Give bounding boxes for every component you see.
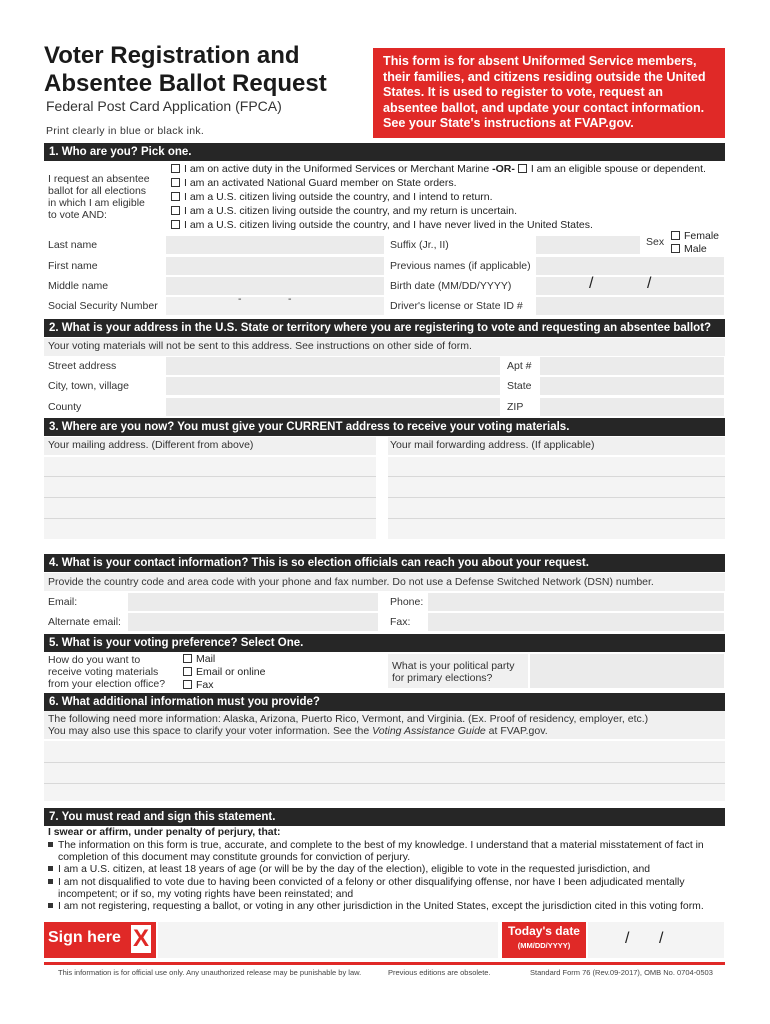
section-1-heading: 1. Who are you? Pick one. (44, 143, 725, 161)
party-field[interactable] (530, 654, 724, 688)
option-never-lived[interactable] (171, 218, 593, 232)
notice-line: See your State's instructions at FVAP.gov. (383, 116, 634, 131)
zip-label: ZIP (507, 401, 524, 413)
option-label: I am a U.S. citizen living outside the country, and my return is uncertain. (184, 205, 518, 217)
todays-date-field[interactable] (588, 922, 724, 958)
notice-line: their families, and citizens residing outside the United (383, 69, 706, 84)
section-6-note (48, 713, 648, 737)
option-label: I am on active duty in the Uniformed Services or Merchant Marine (184, 163, 490, 175)
county-field[interactable] (166, 398, 500, 416)
additional-info-field[interactable] (44, 741, 725, 801)
option-national-guard[interactable] (171, 176, 457, 190)
checkbox[interactable] (183, 667, 192, 676)
question-line: from your election office? (48, 678, 166, 690)
form-number: Standard Form 76 (Rev.09-2017), OMB No. 0704-0503 (530, 968, 713, 977)
city-field[interactable] (166, 377, 500, 395)
date-separator: / (589, 275, 594, 292)
oath-bullet-continued: completion of this document may constitute grounds for conviction of perjury. (58, 852, 411, 864)
date-separator: / (647, 275, 652, 292)
oath-bullets (48, 840, 724, 913)
checkbox[interactable] (171, 178, 180, 187)
info-line (44, 783, 725, 784)
sex-label: Sex (646, 236, 665, 248)
notice-line: absentee ballot, and update your contact information. (383, 100, 705, 115)
sex-female-option[interactable] (671, 229, 719, 243)
birth-date-field[interactable] (536, 277, 724, 295)
question-line: How do you want to (48, 654, 141, 666)
middle-name-field[interactable] (166, 277, 384, 295)
section-2-heading: 2. What is your address in the U.S. State or territory where you are registering to vote and requesting an absentee ballot? (44, 319, 725, 337)
checkbox[interactable] (171, 220, 180, 229)
section-2-note: Your voting materials will not be sent to this address. See instructions on other side of form. (48, 340, 472, 352)
suffix-field[interactable] (536, 236, 640, 254)
ink-instruction: Print clearly in blue or black ink. (46, 125, 205, 137)
date-separator: / (625, 930, 630, 947)
zip-field[interactable] (540, 398, 724, 416)
checkbox[interactable] (171, 192, 180, 201)
option-label: Fax (196, 679, 214, 691)
email-label: Email: (48, 596, 78, 608)
option-return-uncertain[interactable] (171, 204, 517, 218)
first-name-label: First name (48, 260, 98, 272)
delivery-question (48, 654, 165, 690)
ssn-dash: - (288, 293, 292, 305)
form-subtitle: Federal Post Card Application (FPCA) (46, 98, 282, 114)
section-5-heading: 5. What is your voting preference? Select One. (44, 634, 725, 652)
checkbox[interactable] (171, 164, 180, 173)
address-line (44, 518, 376, 519)
checkbox[interactable] (183, 680, 192, 689)
apt-field[interactable] (540, 357, 724, 375)
info-line (44, 762, 725, 763)
male-label: Male (684, 243, 707, 255)
question-line: receive voting materials (48, 666, 159, 678)
alternate-email-label: Alternate email: (48, 616, 121, 628)
todays-date-box (502, 922, 586, 958)
mailing-address-label: Your mailing address. (Different from above) (48, 439, 254, 451)
request-line: to vote AND: (48, 209, 107, 221)
forwarding-address-label: Your mail forwarding address. (If applicable) (390, 439, 595, 451)
request-line: in which I am eligible (48, 197, 145, 209)
female-label: Female (684, 230, 720, 242)
section-4-note: Provide the country code and area code with your phone and fax number. Do not use a Defense Switched Network (DSN) number. (48, 576, 654, 588)
assistance-guide-title: Voting Assistance Guide (372, 725, 486, 737)
previous-names-label: Previous names (if applicable) (390, 260, 531, 272)
middle-name-label: Middle name (48, 280, 109, 292)
footer-rule (44, 962, 725, 965)
absentee-request-text (48, 173, 150, 221)
ssn-label: Social Security Number (48, 300, 158, 312)
party-question (392, 660, 515, 684)
last-name-field[interactable] (166, 236, 384, 254)
note-line: The following need more information: Alaska, Arizona, Puerto Rico, Vermont, and Virginia. (Ex. Proof of residency, employer, etc.) (48, 713, 649, 725)
ssn-field[interactable] (166, 297, 384, 315)
option-label: I am a U.S. citizen living outside the country, and I intend to return. (184, 191, 493, 203)
title-line-2: Absentee Ballot Request (44, 70, 327, 97)
phone-field[interactable] (428, 593, 724, 611)
fax-label: Fax: (390, 616, 411, 628)
checkbox[interactable] (183, 654, 192, 663)
drivers-license-label: Driver's license or State ID # (390, 300, 523, 312)
party-line: What is your political party (392, 660, 515, 672)
mailing-address-field[interactable] (44, 457, 376, 539)
ssn-dash: - (238, 293, 242, 305)
oath-bullet: I am a U.S. citizen, at least 18 years of age (or will be by the day of the election), eligible to vote in the requested jurisdiction, and (48, 864, 724, 876)
or-text: -OR- (492, 163, 515, 175)
forwarding-address-field[interactable] (388, 457, 725, 539)
oath-bullet: I am not disqualified to vote due to having been convicted of a felony or other disqualifying offense, nor have I been adjudicated mentally (48, 877, 724, 889)
previous-names-field[interactable] (536, 257, 724, 275)
street-field[interactable] (166, 357, 500, 375)
fax-field[interactable] (428, 613, 724, 631)
state-field[interactable] (540, 377, 724, 395)
checkbox[interactable] (171, 206, 180, 215)
note-line: You may also use this space to clarify your voter information. See the Voting Assistance Guide at FVAP.gov. (48, 725, 548, 737)
address-line (388, 476, 725, 477)
oath-bullet: I am not registering, requesting a ballot, or voting in any other jurisdiction in the United States, except the jurisdiction cited in this voting form. (48, 901, 724, 913)
option-label: I am a U.S. citizen living outside the country, and I have never lived in the United States. (184, 219, 593, 231)
drivers-license-field[interactable] (536, 297, 724, 315)
apt-label: Apt # (507, 360, 532, 372)
address-line (44, 476, 376, 477)
phone-label: Phone: (390, 596, 424, 608)
editions-notice: Previous editions are obsolete. (388, 968, 491, 977)
signature-field[interactable] (158, 922, 498, 958)
option-label: I am an activated National Guard member on State orders. (184, 177, 457, 189)
section-3-heading: 3. Where are you now? You must give your CURRENT address to receive your voting materials. (44, 418, 725, 436)
section-7-heading: 7. You must read and sign this statement. (44, 808, 725, 826)
delivery-option-fax[interactable] (183, 678, 214, 692)
request-line: I request an absentee (48, 173, 150, 185)
section-6-heading: 6. What additional information must you provide? (44, 693, 725, 711)
checkbox[interactable] (671, 244, 680, 253)
sex-male-option[interactable] (671, 242, 707, 256)
delivery-option-mail[interactable] (183, 652, 215, 666)
last-name-label: Last name (48, 239, 98, 251)
email-field[interactable] (128, 593, 378, 611)
city-label: City, town, village (48, 380, 129, 392)
checkbox[interactable] (671, 231, 680, 240)
alternate-email-field[interactable] (128, 613, 378, 631)
county-label: County (48, 401, 82, 413)
state-label: State (507, 380, 532, 392)
address-line (44, 497, 376, 498)
form-title (44, 42, 327, 98)
todays-date-label: Today's date (508, 924, 580, 938)
checkbox[interactable] (518, 164, 527, 173)
date-format-label: (MM/DD/YYYY) (517, 941, 571, 950)
option-active-duty[interactable] (171, 162, 706, 176)
request-line: ballot for all elections (48, 185, 147, 197)
suffix-label: Suffix (Jr., II) (390, 239, 449, 251)
address-line (388, 497, 725, 498)
date-separator: / (659, 930, 664, 947)
delivery-option-email[interactable] (183, 665, 265, 679)
sign-x-mark: X (133, 925, 150, 952)
section-4-heading: 4. What is your contact information? This is so election officials can reach you about your request. (44, 554, 725, 572)
title-line-1: Voter Registration and (44, 42, 300, 69)
sign-here-label: Sign here (48, 929, 121, 946)
first-name-field[interactable] (166, 257, 384, 275)
oath-bullet: The information on this form is true, accurate, and complete to the best of my knowledge. I understand that a material misstatement of fact in (48, 840, 724, 852)
option-label: Mail (196, 653, 216, 665)
address-line (388, 518, 725, 519)
party-line: for primary elections? (392, 672, 493, 684)
notice-line: States. It is used to register to vote, request an (383, 85, 663, 100)
notice-line: This form is for absent Uniformed Service members, (383, 54, 697, 68)
oath-bullet-continued: incompetent; or if so, my voting rights have been reinstated; and (58, 888, 354, 900)
option-intend-return[interactable] (171, 190, 493, 204)
official-use-notice: This information is for official use only. Any unauthorized release may be punishable by law. (58, 968, 362, 977)
oath-statement: I swear or affirm, under penalty of perjury, that: (48, 827, 281, 838)
option-label: Email or online (196, 666, 266, 678)
birth-date-label: Birth date (MM/DD/YYYY) (390, 280, 512, 292)
eligibility-notice (373, 48, 725, 138)
option-label: I am an eligible spouse or dependent. (530, 163, 706, 175)
street-label: Street address (48, 360, 117, 372)
